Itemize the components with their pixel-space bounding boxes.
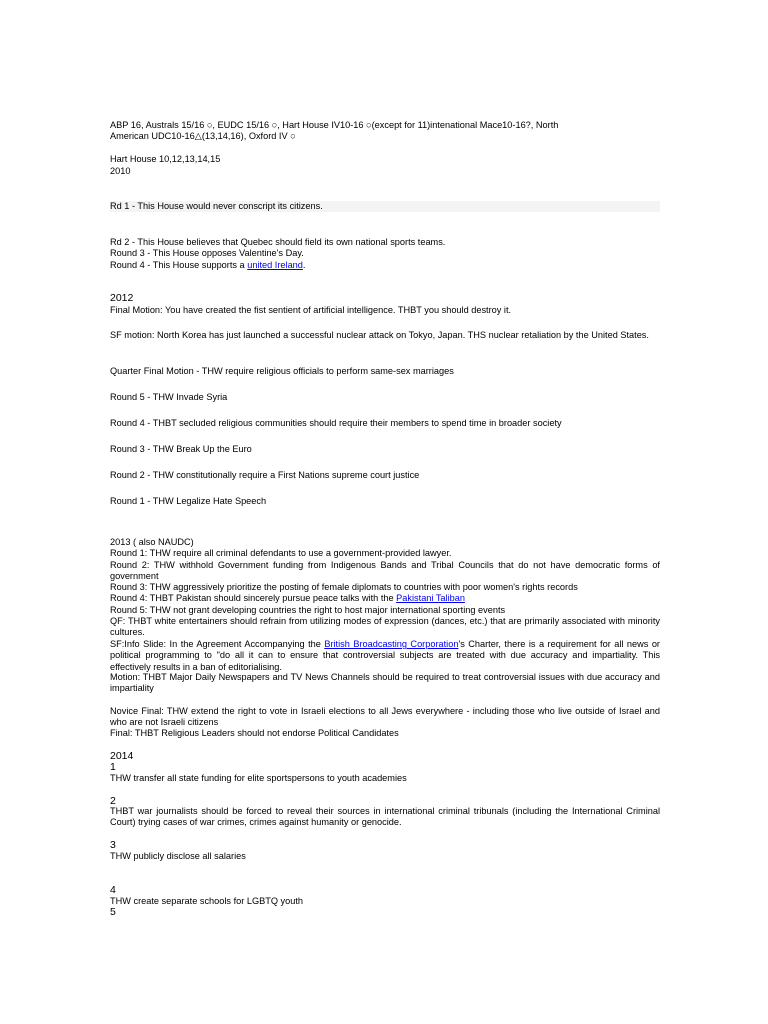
motion-2010-rd1: Rd 1 - This House would never conscript its citizens. [110,201,660,212]
year-2010-heading: 2010 [110,166,131,176]
round-number-5: 5 [110,906,116,918]
motion-2012-r4: Round 4 - THBT secluded religious communities should require their members to spend time in broader society [110,418,562,428]
motion-2013-r1: Round 1: THW require all criminal defendants to use a government-provided lawyer. [110,548,452,558]
round-number-3: 3 [110,839,116,851]
motion-2013-sf-info [110,639,660,673]
hart-house-years: Hart House 10,12,13,14,15 [110,154,221,164]
motion-2012-r1: Round 1 - THW Legalize Hate Speech [110,496,267,506]
motion-2013-qf: QF: THBT white entertainers should refrain from utilizing modes of expression (dances, etc.) that are primarily associated with minority cultures. [110,616,660,638]
year-2013-heading: 2013 ( also NAUDC) [110,537,194,547]
tournament-list-line2: American UDC10-16△(13,14,16), Oxford IV ○ [110,131,296,142]
united-ireland-link[interactable]: united Ireland [247,260,303,270]
motion-2014-r1: THW transfer all state funding for elite sportspersons to youth academies [110,773,407,783]
motion-2012-r3: Round 3 - THW Break Up the Euro [110,444,252,454]
motion-2010-round4-end: . [302,260,306,270]
motion-2012-qf: Quarter Final Motion - THW require religious officials to perform same-sex marriages [110,366,454,376]
motion-2010-round4 [110,260,660,271]
motion-2012-r5: Round 5 - THW Invade Syria [110,392,228,402]
motion-2013-novice-final: Novice Final: THW extend the right to vote in Israeli elections to all Jews everywhere - including those who live outside of Israel and who are not Israeli citizens [110,706,660,728]
pakistani-taliban-link[interactable]: Pakistani Taliban [396,593,465,603]
motion-2014-r3: THW publicly disclose all salaries [110,851,246,861]
motion-2010-round4-text: Round 4 - This House supports a [110,260,248,270]
motion-2013-sf-motion: Motion: THBT Major Daily Newspapers and TV News Channels should be required to treat controversial issues with due accuracy and impartiality [110,672,660,694]
motion-2010-rd2: Rd 2 - This House believes that Quebec should field its own national sports teams. [110,237,446,247]
motion-2013-sf-rest: 's Charter, there is a requirement for all news or political programming to "do all it can to ensure that controversial subjects are treated with due accuracy and impartiality. This effectively results in a ban of editorialising. [110,639,660,672]
bbc-link[interactable]: British Broadcasting Corporation [324,639,459,649]
motion-2014-r2: THBT war journalists should be forced to reveal their sources in international criminal tribunals (including the International Criminal Court) trying cases of war crimes, crimes against humanity or genocide. [110,806,660,828]
motion-2013-r4 [110,593,660,604]
motion-2012-r2: Round 2 - THW constitutionally require a First Nations supreme court justice [110,470,420,480]
motion-2014-r4: THW create separate schools for LGBTQ youth [110,896,304,906]
tournament-list-line1: ABP 16, Australs 15/16 ○, EUDC 15/16 ○, Hart House IV10-16 ○(except for 11)intenational Mace10-16?, North [110,120,559,130]
motion-2012-final: Final Motion: You have created the fist sentient of artificial intelligence. THBT you should destroy it. [110,305,512,315]
round-number-4: 4 [110,884,116,896]
motion-2012-sf: SF motion: North Korea has just launched a successful nuclear attack on Tokyo, Japan. THS nuclear retaliation by the United States. [110,330,649,340]
round-number-1: 1 [110,761,116,773]
motion-2010-round3: Round 3 - This House opposes Valentine's Day. [110,248,304,258]
motion-2013-r4-text: Round 4: THBT Pakistan should sincerely pursue peace talks with the [110,593,397,603]
motion-2013-r5: Round 5: THW not grant developing countries the right to host major international sporting events [110,605,506,615]
tournament-list [110,120,660,143]
motion-2013-r3: Round 3: THW aggressively prioritize the posting of female diplomats to countries with poor women's rights records [110,582,578,592]
year-2014-heading: 2014 [110,750,134,762]
motion-2013-sf-text: SF:Info Slide: In the Agreement Accompanying the [110,639,325,649]
year-2012-heading: 2012 [110,292,134,304]
round-number-2: 2 [110,795,116,807]
motion-2013-r2: Round 2: THW withhold Government funding from Indigenous Bands and Tribal Councils that do not have democratic forms of government [110,560,660,582]
motion-2013-final: Final: THBT Religious Leaders should not endorse Political Candidates [110,728,399,738]
